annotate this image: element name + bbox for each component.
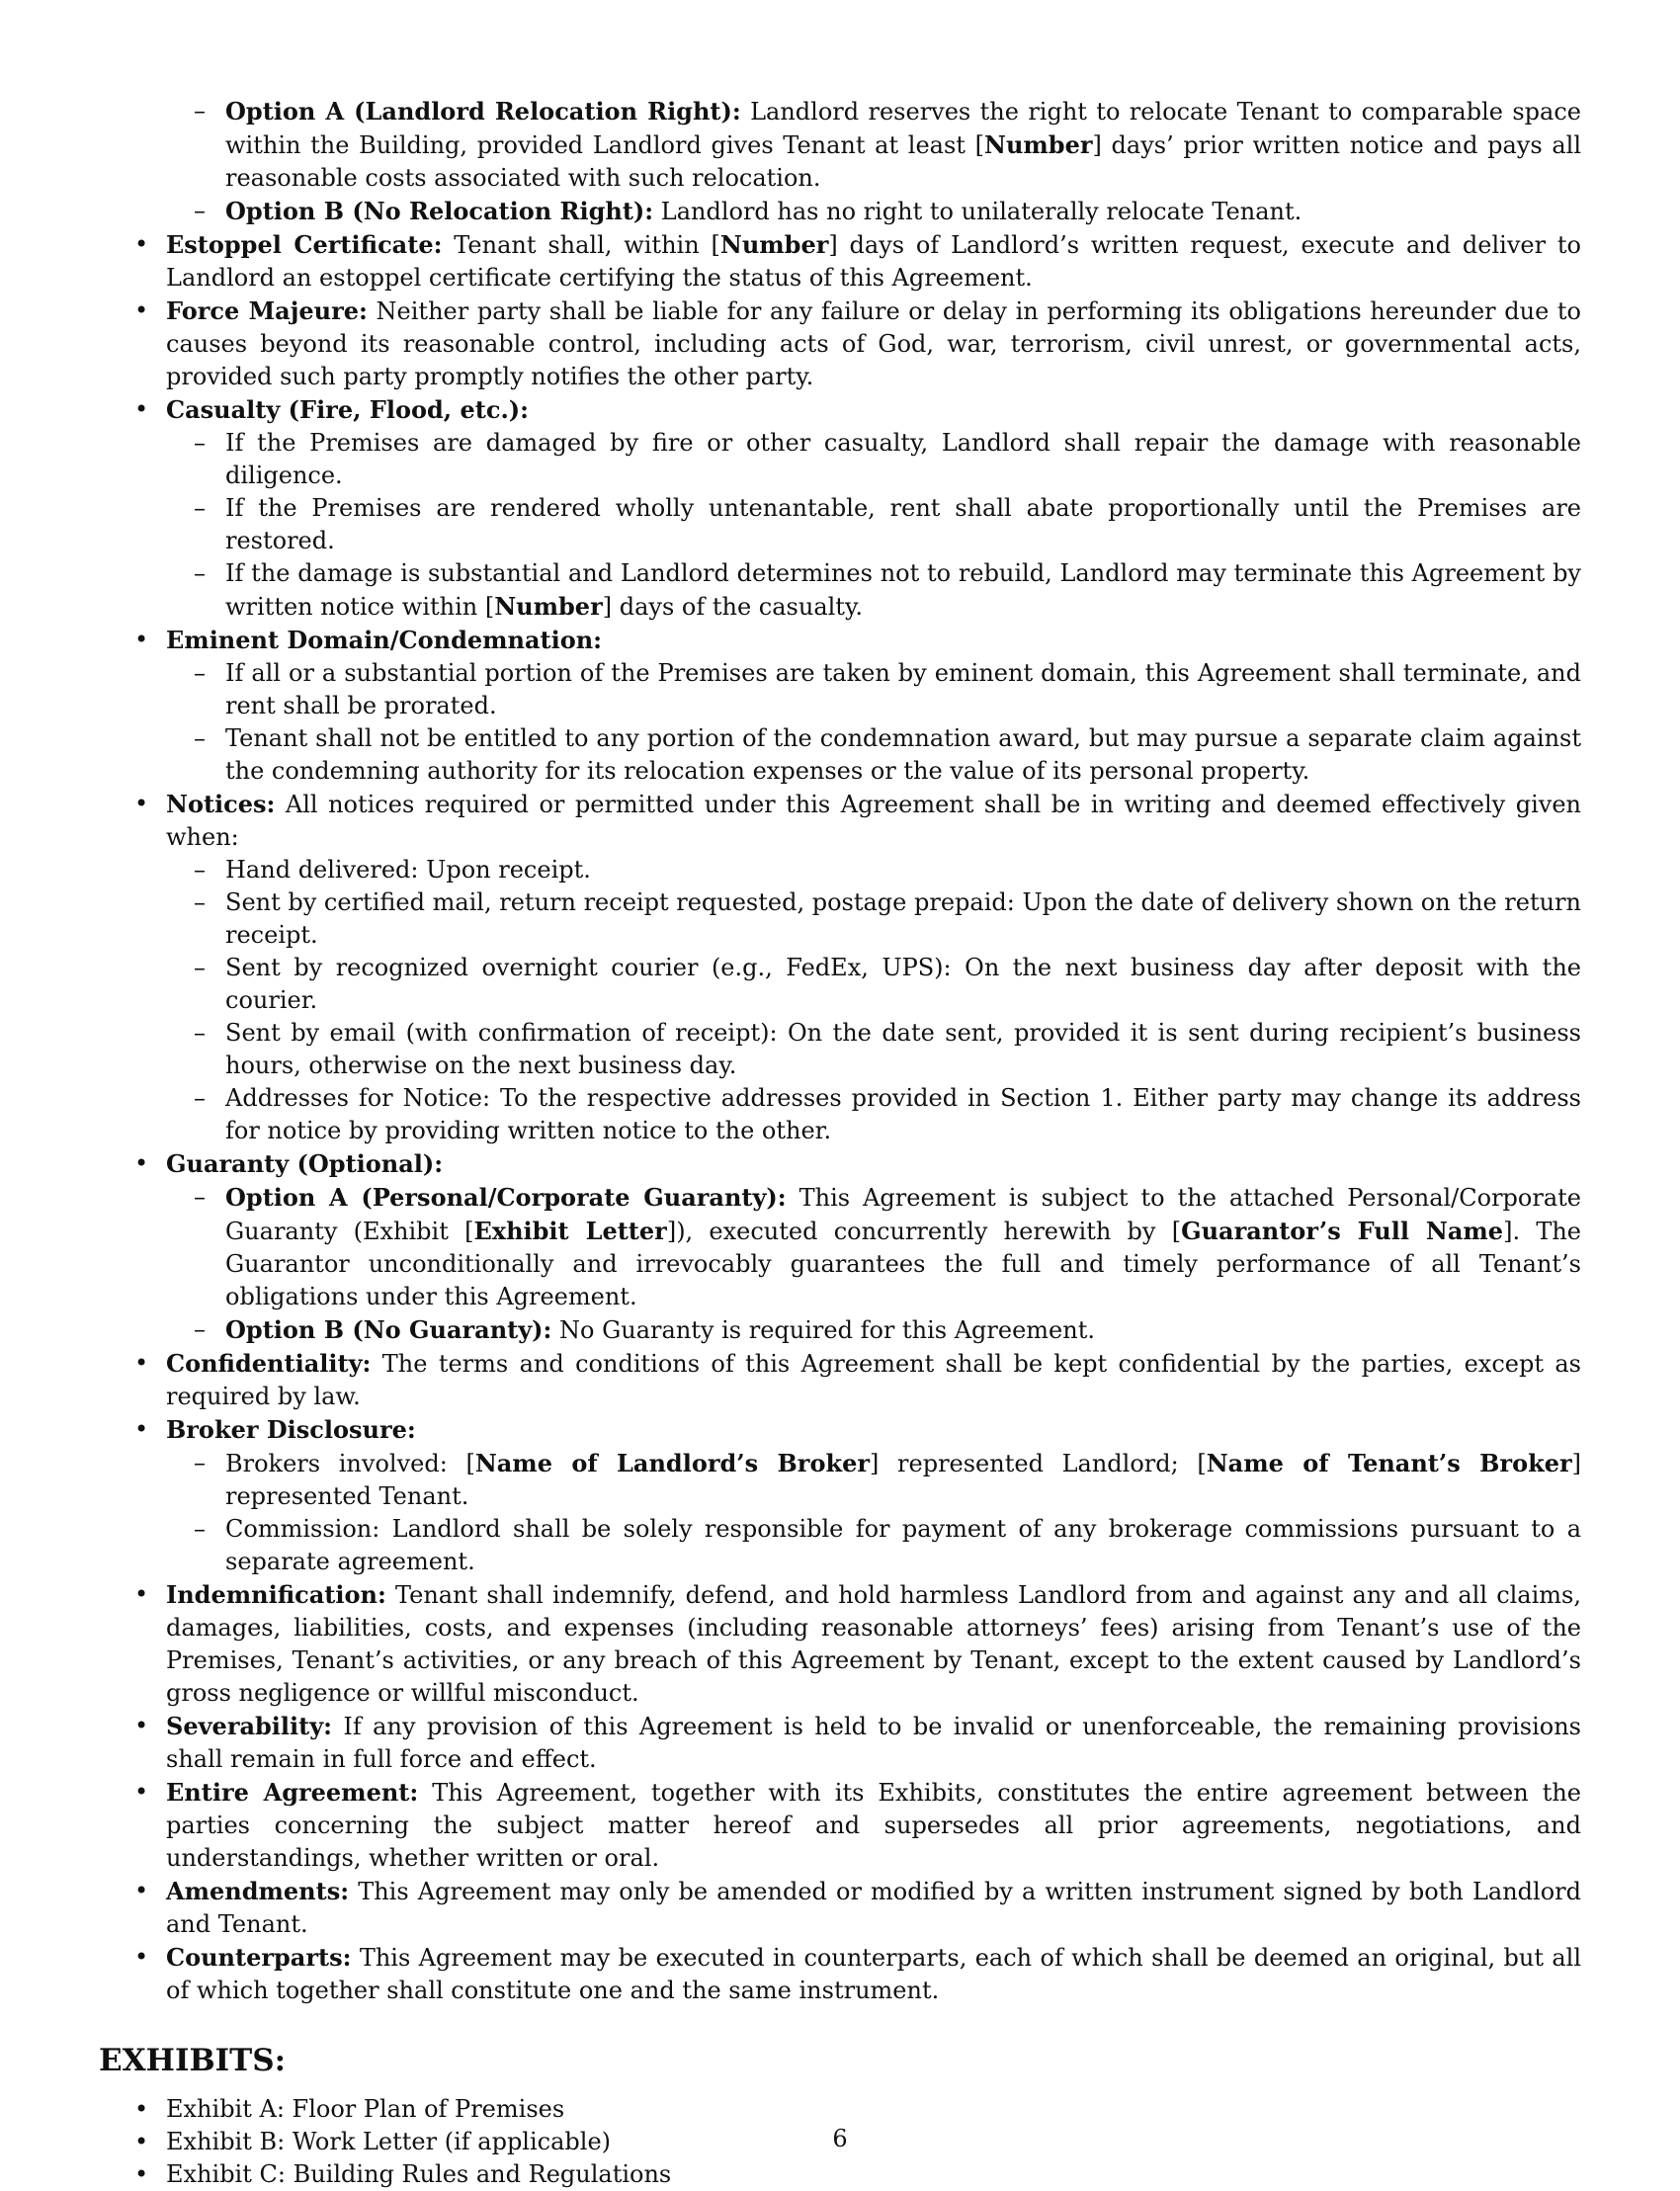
clause-counterparts: • Counterparts: This Agreement may be executed in counterparts, each of which shall be deemed an original, but all of which together shall constitute one and the same instrument.: [99, 1941, 1581, 2007]
clause-indemnification: • Indemnification: Tenant shall indemnify, defend, and hold harmless Landlord from and against any and all claims, damages, liabilities, costs, and expenses (including reasonable attorneys’ fees) arising from Tenant’s use of the Premises, Tenant’s activities, or any breach of this Agreement by Tenant, except to the extent caused by Landlord’s gross negligence or willful misconduct.: [99, 1578, 1581, 1710]
clause-entire-agreement: • Entire Agreement: This Agreement, together with its Exhibits, constitutes the entire agreement between the parties concerning the subject matter hereof and supersedes all prior agreements, negotiations, and understandings, whether written or oral.: [99, 1776, 1581, 1875]
exhibit-item: • Exhibit B: Work Letter (if applicable): [99, 2126, 1581, 2158]
placeholder: Number: [984, 130, 1093, 159]
clause-label: Option B (No Guaranty):: [225, 1315, 552, 1344]
clause-label: Severability:: [166, 1712, 333, 1740]
clause-amendments: • Amendments: This Agreement may only be amended or modified by a written instrument signed by both Landlord and Tenant.: [99, 1875, 1581, 1941]
list-item: – If the Premises are damaged by fire or other casualty, Landlord shall repair the damage with reasonable diligence.: [166, 427, 1581, 492]
clause-label: Counterparts:: [166, 1943, 352, 1972]
page-number: 6: [832, 2125, 848, 2152]
clause-label: Notices:: [166, 790, 276, 818]
clause-label: Entire Agreement:: [166, 1778, 419, 1807]
exhibits-heading: EXHIBITS:: [99, 2043, 287, 2078]
clause-broker: [99, 1413, 1581, 1578]
relocation-option-b: – Option B (No Relocation Right): Landlord has no right to unilaterally relocate Tenant.: [166, 195, 1581, 228]
exhibit-item: • Exhibit A: Floor Plan of Premises: [99, 2093, 1581, 2126]
list-item: – Sent by email (with confirmation of receipt): On the date sent, provided it is sent during recipient’s business hours, otherwise on the next business day.: [166, 1017, 1581, 1082]
clause-label: Eminent Domain/Condemnation:: [166, 626, 603, 654]
clause-guaranty: [99, 1147, 1581, 1347]
list-item: – Hand delivered: Upon receipt.: [166, 854, 1581, 886]
clause-label: Broker Disclosure:: [166, 1415, 416, 1444]
clause-label: Confidentiality:: [166, 1349, 372, 1378]
clause-force-majeure: • Force Majeure: Neither party shall be liable for any failure or delay in performing its obligations hereunder due to causes beyond its reasonable control, including acts of God, war, terrorism, civil unrest, or governmental acts, provided such party promptly notifies the other party.: [99, 295, 1581, 393]
guaranty-option-a: – Option A (Personal/Corporate Guaranty): This Agreement is subject to the attached Personal/Corporate Guaranty (Exhibit [Exhibit Letter]), executed concurrently herewith by [Guarantor’s Full Name]. The Guarantor unconditionally and irrevocably guarantees the full and timely performance of all Tenant’s obligations under this Agreement.: [166, 1181, 1581, 1313]
clause-label: Casualty (Fire, Flood, etc.):: [166, 395, 530, 424]
exhibit-item: • Exhibit C: Building Rules and Regulations: [99, 2158, 1581, 2191]
list-item: – Sent by recognized overnight courier (e.g., FedEx, UPS): On the next business day after deposit with the courier.: [166, 952, 1581, 1017]
placeholder: Number: [719, 230, 829, 259]
casualty-sublist: [166, 427, 1581, 624]
clause-severability: • Severability: If any provision of this Agreement is held to be invalid or unenforceable, the remaining provisions shall remain in full force and effect.: [99, 1710, 1581, 1776]
list-item: – Sent by certified mail, return receipt requested, postage prepaid: Upon the date of delivery shown on the return receipt.: [166, 886, 1581, 952]
list-item: – If the Premises are rendered wholly untenantable, rent shall abate proportionally until the Premises are restored.: [166, 492, 1581, 557]
guaranty-sublist: [166, 1181, 1581, 1347]
placeholder: Name of Tenant’s Broker: [1206, 1449, 1572, 1477]
broker-sublist: [166, 1447, 1581, 1578]
placeholder: Number: [494, 592, 603, 621]
clause-label: Force Majeure:: [166, 296, 368, 325]
placeholder: Guarantor’s Full Name: [1181, 1217, 1504, 1245]
list-item: – If all or a substantial portion of the Premises are taken by eminent domain, this Agreement shall terminate, and rent shall be prorated.: [166, 657, 1581, 722]
clause-estoppel: • Estoppel Certificate: Tenant shall, within [Number] days of Landlord’s written request, execute and deliver to Landlord an estoppel certificate certifying the status of this Agreement.: [99, 228, 1581, 295]
list-item: – Tenant shall not be entitled to any portion of the condemnation award, but may pursue a separate claim against the condemning authority for its relocation expenses or the value of its personal property.: [166, 722, 1581, 788]
clause-eminent-domain: [99, 624, 1581, 788]
list-item: – Brokers involved: [Name of Landlord’s Broker] represented Landlord; [Name of Tenant’s Broker] represented Tenant.: [166, 1447, 1581, 1513]
clause-notices: • Notices: All notices required or permitted under this Agreement shall be in writing and deemed effectively given when: – Hand delivered: Upon receipt. – Sent by certified mail, return receipt requested, postage prepaid: Upon the date of delivery shown on the return receipt. – Sent by recognized overnight courier (e.g., FedEx, UPS): On the next business day after deposit with the courier. – Sent by email (with confirmation of receipt): On the date sent, provided it is sent during recipient’s business hours, otherwise on the next business day. – Addresses for Notice: To the respective addresses provided in Section 1. Either party may change its address for notice by providing written notice to the other.: [99, 788, 1581, 1147]
clause-confidentiality: • Confidentiality: The terms and conditions of this Agreement shall be kept confidential by the parties, except as required by law.: [99, 1347, 1581, 1413]
document-body: [99, 95, 1581, 2191]
placeholder: Exhibit Letter: [473, 1217, 667, 1245]
clause-label: Amendments:: [166, 1877, 350, 1905]
clause-casualty: [99, 393, 1581, 624]
clause-list: [99, 228, 1581, 2007]
list-item: – Commission: Landlord shall be solely responsible for payment of any brokerage commissions pursuant to a separate agreement.: [166, 1513, 1581, 1578]
clause-label: Option A (Personal/Corporate Guaranty):: [225, 1183, 787, 1212]
clause-label: Option A (Landlord Relocation Right):: [225, 97, 741, 126]
guaranty-option-b: – Option B (No Guaranty): No Guaranty is required for this Agreement.: [166, 1313, 1581, 1347]
placeholder: Name of Landlord’s Broker: [474, 1449, 870, 1477]
clause-label: Estoppel Certificate:: [166, 230, 443, 259]
list-item: – Addresses for Notice: To the respective addresses provided in Section 1. Either party may change its address for notice by providing written notice to the other.: [166, 1082, 1581, 1147]
clause-label: Guaranty (Optional):: [166, 1149, 444, 1178]
clause-label: Option B (No Relocation Right):: [225, 197, 654, 225]
eminent-sublist: [166, 657, 1581, 788]
list-item: – If the damage is substantial and Landlord determines not to rebuild, Landlord may terminate this Agreement by written notice within [Number] days of the casualty.: [166, 557, 1581, 624]
clause-label: Indemnification:: [166, 1580, 386, 1609]
relocation-option-a: – Option A (Landlord Relocation Right): Landlord reserves the right to relocate Tenant to comparable space within the Building, provided Landlord gives Tenant at least [Number] days’ prior written notice and pays all reasonable costs associated with such relocation.: [166, 95, 1581, 195]
relocation-options: [166, 95, 1581, 228]
notices-sublist: [166, 854, 1581, 1147]
